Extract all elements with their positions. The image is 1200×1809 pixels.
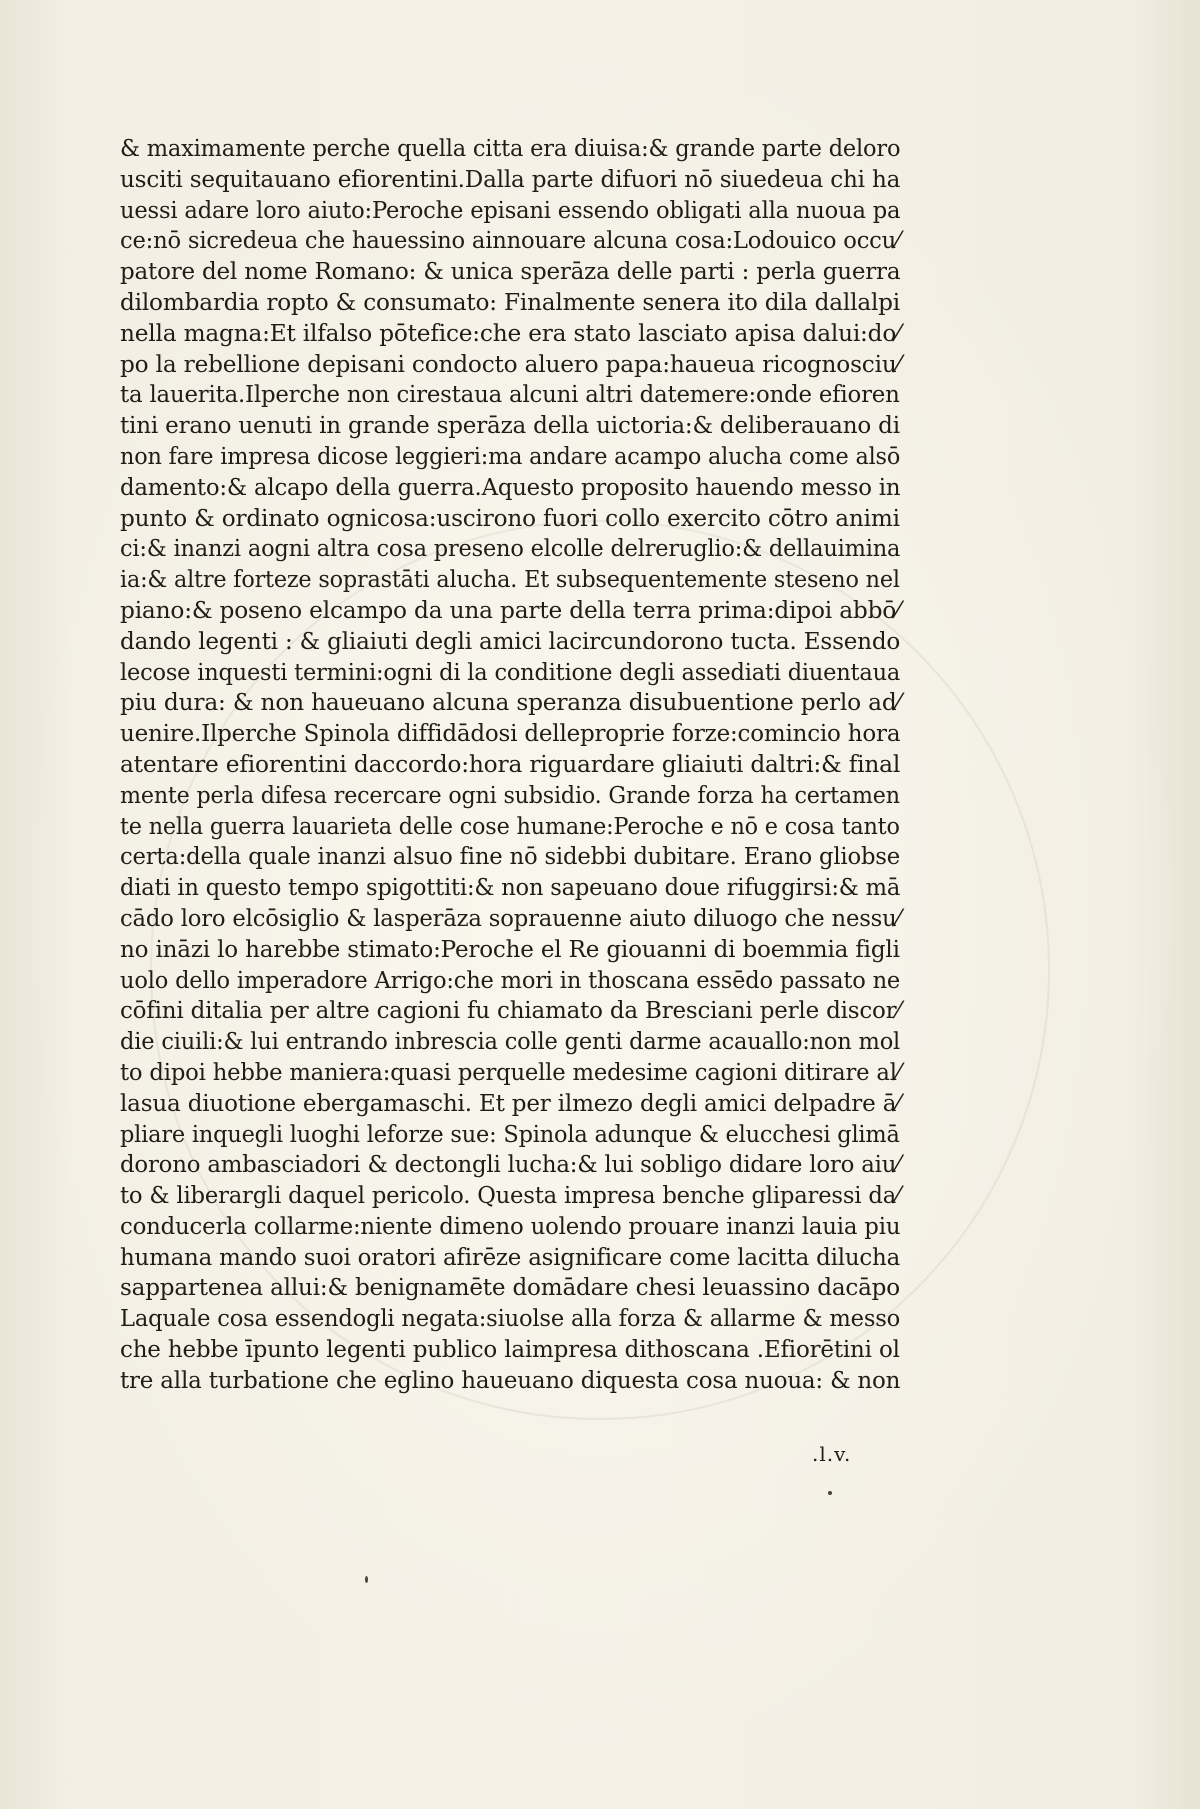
- text-line: te nella guerra lauarieta delle cose humane:Peroche e nō e cosa tanto: [120, 811, 900, 840]
- text-line: usciti sequitauano efiorentini.Dalla parte difuori nō siuedeua chi ha: [120, 164, 901, 193]
- text-line: diati in questo tempo spigottiti:& non sapeuano doue rifuggirsi:& mā: [120, 873, 901, 902]
- text-line: cōfini ditalia per altre cagioni fu chiamato da Bresciani perle discor⁄: [120, 996, 901, 1025]
- text-line: damento:& alcapo della guerra.Aquesto proposito hauendo messo in: [120, 472, 901, 501]
- text-line: ce:nō sicredeua che hauessino ainnouare alcuna cosa:Lodouico occu⁄: [120, 226, 900, 255]
- text-line: ta lauerita.Ilperche non cirestaua alcuni altri datemere:onde efioren: [120, 380, 900, 409]
- body-text: [120, 133, 900, 1396]
- text-line: dilombardia ropto & consumato: Finalmente senera ito dila dallalpi: [120, 287, 901, 316]
- text-line: po la rebellione depisani condocto aluero papa:haueua ricognosciu⁄: [120, 349, 901, 378]
- text-line: ia:& altre forteze soprastāti alucha. Et subsequentemente steseno nel: [120, 565, 900, 594]
- signature-mark: .l.v.: [812, 1442, 852, 1466]
- text-line: punto & ordinato ognicosa:uscirono fuori collo exercito cōtro animi: [120, 503, 900, 532]
- text-line: dando legenti : & gliaiuti degli amici lacircundorono tucta. Essendo: [120, 626, 901, 655]
- text-line: tre alla turbatione che eglino haueuano diquesta cosa nuoua: & non: [120, 1365, 901, 1394]
- text-line: piu dura: & non haueuano alcuna speranza disubuentione perlo ad⁄: [120, 688, 901, 717]
- text-line: non fare impresa dicose leggieri:ma andare acampo alucha come alsō: [120, 441, 901, 470]
- text-line: & maximamente perche quella citta era diuisa:& grande parte deloro: [120, 134, 901, 162]
- text-line: humana mando suoi oratori afirēze asignificare come lacitta dilucha: [120, 1242, 901, 1271]
- text-line: cādo loro elcōsiglio & lasperāza soprauenne aiuto diluogo che nessu⁄: [120, 903, 901, 932]
- text-line: atentare efiorentini daccordo:hora riguardare gliaiuti daltri:& final: [120, 749, 901, 778]
- text-line: tini erano uenuti in grande sperāza della uictoria:& deliberauano di: [120, 411, 900, 440]
- text-line: die ciuili:& lui entrando inbrescia colle genti darme acauallo:non mol: [120, 1027, 901, 1056]
- ink-speck: [828, 1491, 832, 1495]
- text-line: che hebbe īpunto legenti publico laimpresa dithoscana .Efiorētini ol: [120, 1335, 900, 1364]
- text-line: to & liberargli daquel pericolo. Questa impresa benche gliparessi da⁄: [120, 1181, 900, 1210]
- text-line: dorono ambasciadori & dectongli lucha:& lui sobligo didare loro aiu⁄: [120, 1150, 900, 1179]
- text-line: certa:della quale inanzi alsuo fine nō sidebbi dubitare. Erano gliobse: [120, 842, 901, 871]
- text-line: nella magna:Et ilfalso pōtefice:che era stato lasciato apisa dalui:do⁄: [120, 318, 900, 347]
- text-line: patore del nome Romano: & unica sperāza delle parti : perla guerra: [120, 257, 901, 286]
- text-line: uolo dello imperadore Arrigo:che mori in thoscana essēdo passato ne: [120, 965, 901, 994]
- text-line: sappartenea allui:& benignamēte domādare chesi leuassino dacāpo: [120, 1273, 900, 1302]
- text-line: pliare inquegli luoghi leforze sue: Spinola adunque & elucchesi glimā: [120, 1119, 900, 1148]
- text-line: Laquale cosa essendogli negata:siuolse alla forza & allarme & messo: [120, 1304, 901, 1333]
- text-line: ci:& inanzi aogni altra cosa preseno elcolle delreruglio:& dellauimina: [120, 534, 901, 563]
- ink-speck: [365, 1576, 368, 1583]
- text-line: mente perla difesa recercare ogni subsidio. Grande forza ha certamen: [120, 780, 900, 809]
- text-line: no ināzi lo harebbe stimato:Peroche el Re giouanni di boemmia figli: [120, 934, 900, 963]
- text-line: uessi adare loro aiuto:Peroche episani essendo obligati alla nuoua pa: [120, 195, 901, 224]
- text-line: lecose inquesti termini:ogni di la conditione degli assediati diuentaua: [120, 657, 901, 686]
- text-line: piano:& poseno elcampo da una parte della terra prima:dipoi abbō⁄: [120, 595, 900, 624]
- text-line: to dipoi hebbe maniera:quasi perquelle medesime cagioni ditirare al⁄: [120, 1057, 901, 1086]
- text-line: conducerla collarme:niente dimeno uolendo prouare inanzi lauia piu: [120, 1211, 901, 1240]
- text-line: uenire.Ilperche Spinola diffidādosi delleproprie forze:comincio hora: [120, 719, 901, 748]
- text-line: lasua diuotione ebergamaschi. Et per ilmezo degli amici delpadre ā⁄: [120, 1088, 900, 1117]
